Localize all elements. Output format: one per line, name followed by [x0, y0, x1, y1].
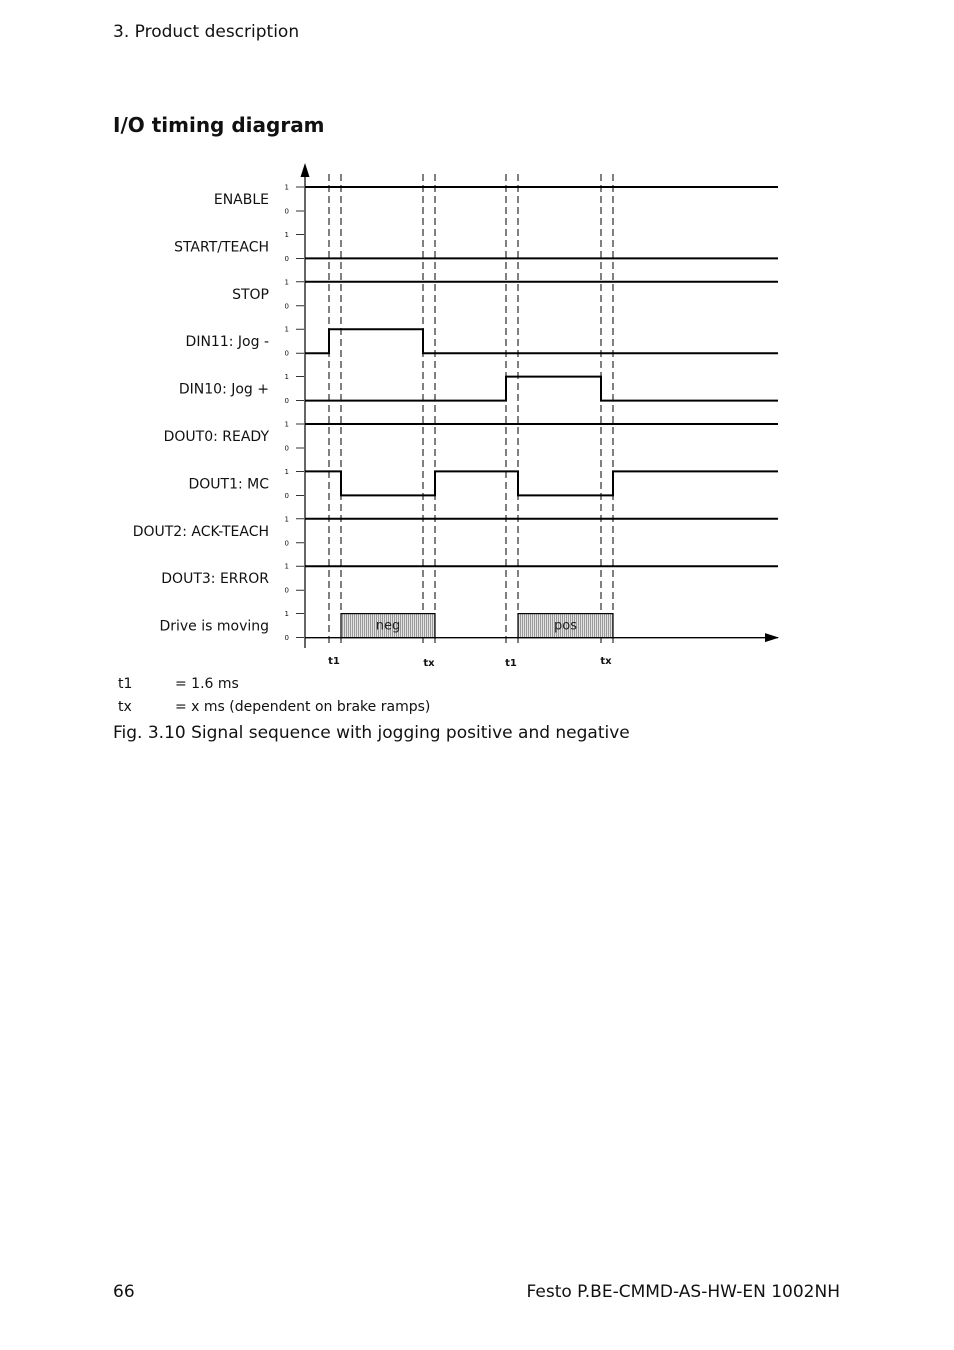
signal-label: STOP	[232, 286, 269, 303]
signal-label: DOUT0: READY	[163, 429, 269, 445]
time-axis-arrow	[765, 633, 779, 642]
legend-symbol: tx	[118, 699, 132, 715]
time-marker-label: tx	[600, 656, 612, 667]
signal-waveform	[305, 329, 778, 353]
legend-symbol: t1	[118, 676, 133, 692]
section-title: I/O timing diagram	[113, 113, 325, 137]
signal-label: DOUT3: ERROR	[161, 571, 269, 588]
signal-waveform	[305, 471, 778, 495]
level-tick-label: 1	[284, 183, 289, 192]
signal-label: ENABLE	[213, 192, 269, 208]
level-tick-label: 0	[284, 586, 289, 595]
level-tick-label: 1	[284, 373, 289, 382]
signal-label: DIN10: Jog +	[178, 381, 269, 398]
level-tick-label: 0	[284, 207, 289, 216]
running-head: 3. Product description	[113, 22, 300, 42]
signal-label: Drive is moving	[159, 618, 269, 635]
level-tick-label: 1	[284, 420, 289, 429]
level-tick-label: 0	[284, 491, 289, 500]
level-tick-label: 0	[284, 539, 289, 548]
level-tick-label: 1	[284, 467, 289, 476]
level-tick-label: 1	[284, 278, 289, 287]
document-id: Festo P.BE-CMMD-AS-HW-EN 1002NH	[526, 1282, 840, 1302]
drive-moving-label: neg	[375, 618, 401, 634]
legend-definition: = 1.6 ms	[175, 676, 239, 692]
time-marker-label: t1	[505, 658, 517, 669]
level-tick-label: 1	[284, 515, 289, 524]
level-tick-label: 0	[284, 349, 289, 358]
time-marker-label: tx	[423, 658, 435, 669]
y-axis-arrow	[301, 163, 310, 177]
signal-label: DOUT1: MC	[188, 476, 269, 493]
signal-label: DIN11: Jog -	[185, 334, 269, 351]
timing-diagram	[0, 150, 954, 680]
level-tick-label: 0	[284, 302, 289, 311]
drive-moving-label: pos	[554, 618, 577, 634]
level-tick-label: 1	[284, 230, 289, 239]
level-tick-label: 1	[284, 610, 289, 619]
signal-label: DOUT2: ACK-TEACH	[132, 523, 269, 540]
level-tick-label: 1	[284, 325, 289, 334]
signal-label: START/TEACH	[174, 239, 269, 256]
signal-waveform	[305, 377, 778, 401]
page-number: 66	[113, 1282, 135, 1302]
level-tick-label: 0	[284, 634, 289, 643]
level-tick-label: 1	[284, 562, 289, 571]
level-tick-label: 0	[284, 397, 289, 406]
figure-caption: Fig. 3.10 Signal sequence with jogging positive and negative	[113, 723, 630, 743]
time-marker-label: t1	[328, 656, 340, 667]
legend-definition: = x ms (dependent on brake ramps)	[175, 699, 431, 715]
level-tick-label: 0	[284, 254, 289, 263]
level-tick-label: 0	[284, 444, 289, 453]
